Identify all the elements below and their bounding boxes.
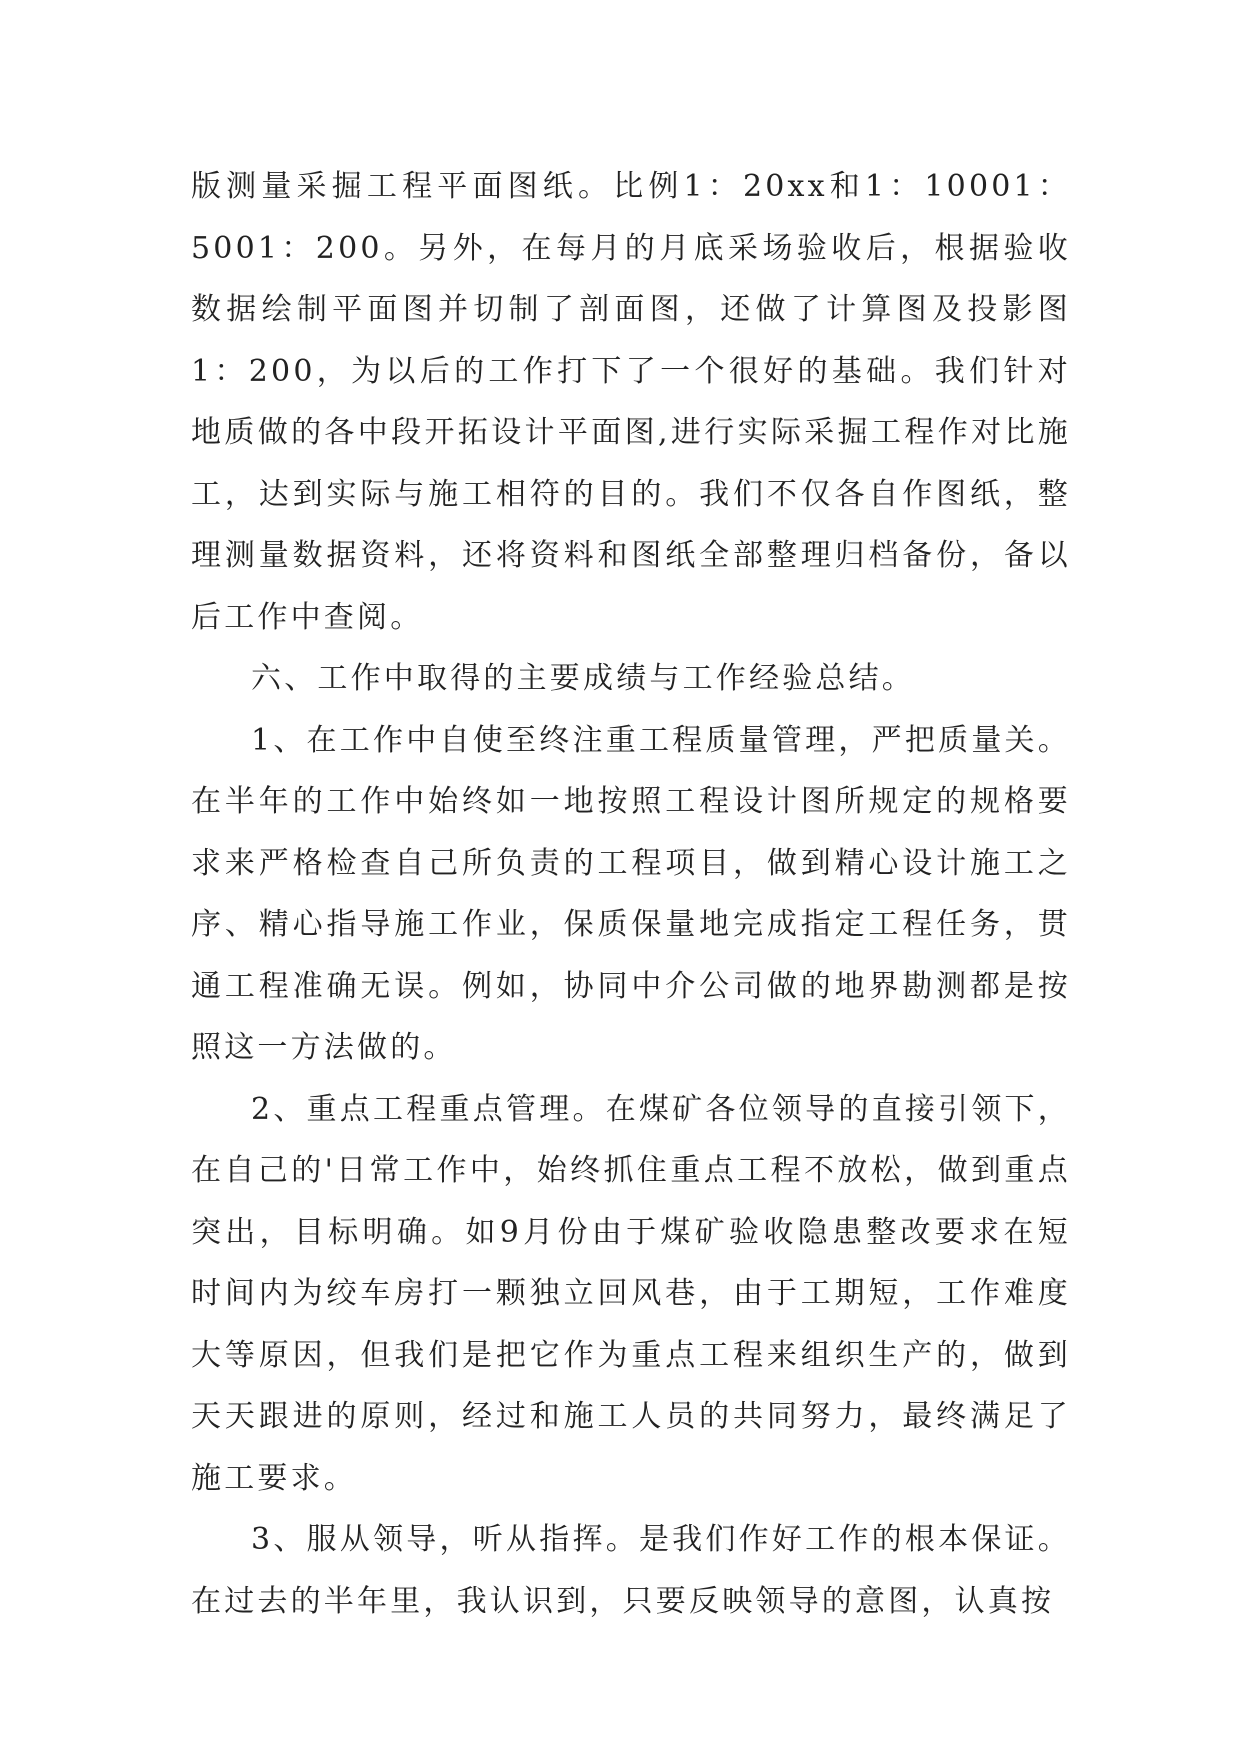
document-body — [191, 156, 1071, 1632]
paragraph-quality-management: 1、在工作中自使至终注重工程质量管理，严把质量关。在半年的工作中始终如一地按照工程设计图所规定的规格要求来严格检查自己所负责的工程项目，做到精心设计施工之序、精心指导施工作业，保质保量地完成指定工程任务，贯通工程准确无误。例如，协同中介公司做的地界勘测都是按照这一方法做的。 — [191, 722, 1071, 1065]
paragraph-key-projects: 2、重点工程重点管理。在煤矿各位领导的直接引领下，在自己的'日常工作中，始终抓住重点工程不放松，做到重点突出，目标明确。如9月份由于煤矿验收隐患整改要求在短时间内为绞车房打一颗独立回风巷，由于工期短，工作难度大等原因，但我们是把它作为重点工程来组织生产的，做到天天跟进的原则，经过和施工人员的共同努力，最终满足了施工要求。 — [191, 1091, 1071, 1496]
section-heading-achievements: 六、工作中取得的主要成绩与工作经验总结。 — [251, 661, 915, 696]
paragraph-drawing-work: 版测量采掘工程平面图纸。比例1：20xx和1：10001：5001：200。另外，在每月的月底采场验收后，根据验收数据绘制平面图并切制了剖面图，还做了计算图及投影图1：200，为以后的工作打下了一个很好的基础。我们针对地质做的各中段开拓设计平面图,进行实际采掘工程作对比施工，达到实际与施工相符的目的。我们不仅各自作图纸，整理测量数据资料，还将资料和图纸全部整理归档备份，备以后工作中查阅。 — [191, 169, 1071, 635]
paragraph-follow-leadership: 3、服从领导，听从指挥。是我们作好工作的根本保证。在过去的半年里，我认识到，只要反映领导的意图，认真按 — [191, 1522, 1071, 1619]
